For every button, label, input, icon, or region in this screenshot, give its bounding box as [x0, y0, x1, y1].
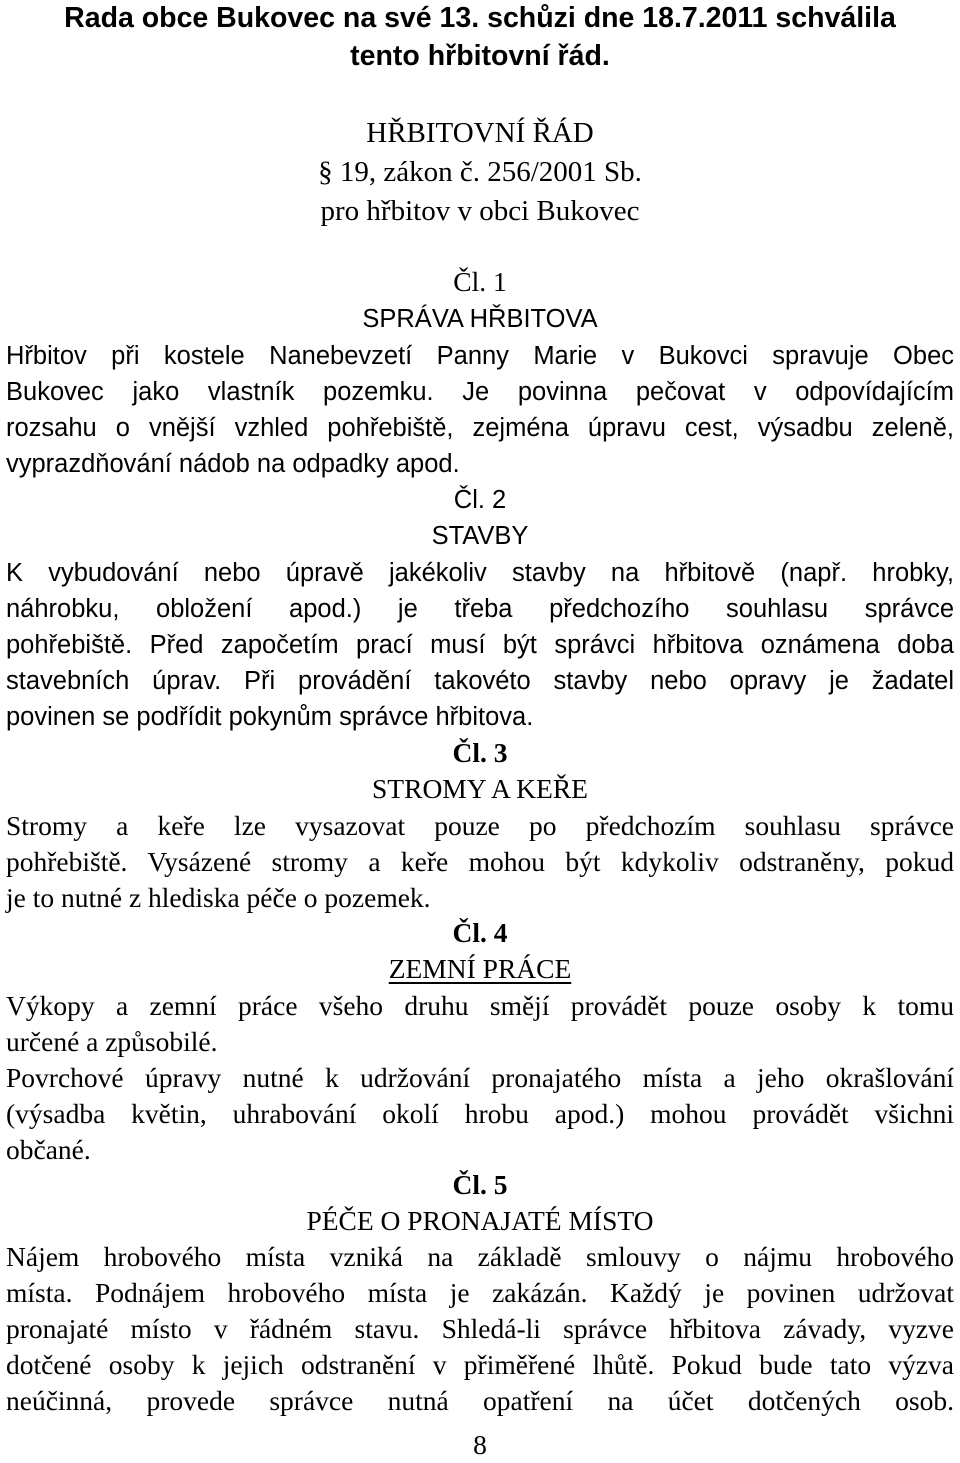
article-5-heading: PÉČE O PRONAJATÉ MÍSTO [306, 1205, 654, 1236]
article-5-line-2: místa. Podnájem hrobového místa je zakázán. Každý je povinen udržovat [6, 1277, 954, 1308]
article-3-number: Čl. 3 [452, 737, 508, 768]
article-5-line-5: neúčinná, provede správce nutná opatření na účet dotčených osob. [6, 1385, 954, 1416]
intro-line-1: Rada obce Bukovec na své 13. schůzi dne 18.7.2011 schválila [64, 2, 896, 34]
law-reference: § 19, zákon č. 256/2001 Sb. [318, 156, 642, 188]
article-1-line-3: rozsahu o vnější vzhled pohřebiště, zejména úpravu cest, výsadbu zeleně, [6, 414, 954, 442]
article-5-line-1: Nájem hrobového místa vzniká na základě smlouvy o nájmu hrobového [6, 1241, 954, 1272]
article-5-line-3: pronajaté místo v řádném stavu. Shledá-li správce hřbitova závady, vyzve [6, 1313, 954, 1344]
article-2-number: Čl. 2 [453, 486, 507, 514]
article-2-line-3: pohřebiště. Před započetím prací musí být správci hřbitova oznámena doba [6, 631, 954, 659]
article-4-heading: ZEMNÍ PRÁCE [388, 953, 572, 984]
article-2-heading: STAVBY [431, 522, 529, 550]
page-number: 8 [473, 1429, 487, 1460]
article-1-number: Čl. 1 [453, 266, 507, 297]
intro-line-2: tento hřbitovní řád. [350, 40, 610, 72]
article-3-line-3: je to nutné z hlediska péče o pozemek. [6, 882, 431, 913]
article-3-line-2: pohřebiště. Vysázené stromy a keře mohou být kdykoliv odstraněny, pokud [6, 846, 954, 877]
article-3-line-1: Stromy a keře lze vysazovat pouze po předchozím souhlasu správce [6, 810, 954, 841]
article-4-line-5: občané. [6, 1134, 91, 1165]
article-3-heading: STROMY A KEŘE [372, 773, 588, 804]
article-5-line-4: dotčené osoby k jejich odstranění v přiměřené lhůtě. Pokud bude tato výzva [6, 1349, 954, 1380]
document-title: HŘBITOVNÍ ŘÁD [366, 117, 594, 149]
document-scope: pro hřbitov v obci Bukovec [320, 195, 640, 227]
article-4-line-4: (výsadba květin, uhrabování okolí hrobu apod.) mohou provádět všichni [6, 1098, 954, 1129]
article-4-line-3: Povrchové úpravy nutné k udržování pronajatého místa a jeho okrašlování [6, 1062, 954, 1093]
article-4-line-2: určené a způsobilé. [6, 1026, 218, 1057]
article-1-line-1: Hřbitov při kostele Nanebevzetí Panny Marie v Bukovci spravuje Obec [6, 342, 954, 370]
article-5-number: Čl. 5 [452, 1169, 508, 1200]
article-2-line-1: K vybudování nebo úpravě jakékoliv stavby na hřbitově (např. hrobky, [6, 559, 954, 587]
article-4-number: Čl. 4 [452, 917, 508, 948]
article-2-line-2: náhrobku, obložení apod.) je třeba předchozího souhlasu správce [6, 595, 954, 623]
article-4-line-1: Výkopy a zemní práce všeho druhu smějí provádět pouze osoby k tomu [6, 990, 954, 1021]
article-1-heading: SPRÁVA HŘBITOVA [362, 305, 598, 333]
article-1-line-4: vyprazdňování nádob na odpadky apod. [6, 450, 460, 478]
article-2-line-4: stavebních úprav. Při provádění takovéto stavby nebo opravy je žadatel [6, 667, 954, 695]
article-1-line-2: Bukovec jako vlastník pozemku. Je povinna pečovat v odpovídajícím [6, 378, 954, 406]
article-2-line-5: povinen se podřídit pokynům správce hřbitova. [6, 703, 534, 731]
